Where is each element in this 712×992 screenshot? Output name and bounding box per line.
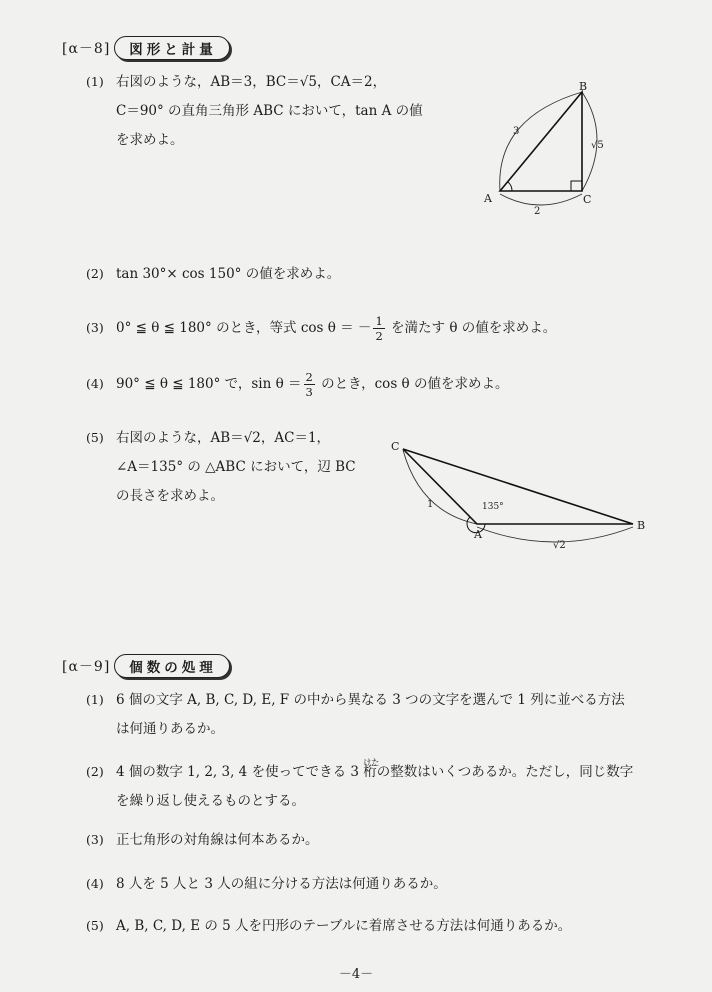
page-number: －4－: [338, 967, 374, 982]
section-9-title: 個数の処理: [114, 654, 230, 678]
kanji-with-furigana: 桁: [363, 764, 377, 780]
question-text-line: 右図のような，AB＝3，BC＝√5，CA＝2，: [116, 74, 387, 90]
question-text: 4 個の数字 1, 2, 3, 4 を使ってできる 3: [116, 764, 364, 780]
right-triangle-figure: [470, 78, 620, 218]
question-text-line: 正七角形の対角線は何本あるか。: [116, 832, 319, 848]
question-text: を満たす θ の値を求めよ。: [386, 320, 557, 336]
side-label-ac: 1: [427, 499, 434, 510]
angle-label: 135°: [482, 502, 504, 512]
side-label-ab: √2: [553, 540, 566, 551]
fraction: $\frac{2}{3}$: [305, 370, 313, 399]
question-text-line: を繰り返し使えるものとする。: [116, 793, 305, 809]
question-text: の整数はいくつあるか。ただし，同じ数字: [376, 764, 634, 780]
side-label-ca: 2: [534, 206, 541, 217]
side-label-ab: 3: [513, 126, 520, 137]
section-8-header: [62, 36, 230, 60]
question-number: (4): [86, 376, 104, 391]
question-text-line: ∠A＝135° の △ABC において，辺 BC: [116, 459, 356, 475]
vertex-label-a: A: [484, 192, 492, 205]
question-text: 0° ≦ θ ≦ 180° のとき，等式 cos θ ＝ －: [116, 320, 372, 336]
question-text-line: 6 個の文字 A, B, C, D, E, F の中から異なる 3 つの文字を選んで 1 列に並べる方法: [116, 692, 625, 708]
question-text: 90° ≦ θ ≦ 180° で，sin θ ＝: [116, 376, 302, 392]
question-text-line: tan 30°× cos 150° の値を求めよ。: [116, 266, 341, 282]
question-number: (5): [86, 918, 104, 933]
question-text-line: C＝90° の直角三角形 ABC において，tan A の値: [116, 103, 423, 119]
side-label-bc: √5: [591, 140, 604, 151]
angle-a-mark: [508, 182, 512, 191]
question-number: (5): [86, 430, 104, 445]
furigana: けた: [363, 758, 380, 767]
question-number: (3): [86, 832, 104, 847]
vertex-label-b: B: [579, 80, 588, 93]
question-text-line: A, B, C, D, E の 5 人を円形のテーブルに着席させる方法は何通りあるか。: [116, 918, 572, 934]
section-9-header: [62, 654, 230, 678]
arc-ca: [500, 194, 582, 205]
obtuse-triangle-figure: [385, 432, 655, 557]
vertex-label-c: C: [391, 440, 400, 453]
vertex-label-b: B: [637, 519, 646, 532]
section-9-number: [α－9]: [62, 659, 111, 675]
section-8-number: [α－8]: [62, 41, 111, 57]
question-number: (1): [86, 74, 104, 89]
question-text-line: を求めよ。: [116, 132, 184, 148]
question-text-line: 右図のような，AB＝√2，AC＝1，: [116, 430, 331, 446]
section-8-title: 図形と計量: [114, 36, 230, 60]
vertex-label-c: C: [583, 193, 592, 206]
vertex-label-a: A: [474, 528, 482, 541]
question-number: (1): [86, 692, 104, 707]
question-number: (4): [86, 876, 104, 891]
triangle-abc: [500, 92, 582, 191]
triangle-abc: [403, 449, 633, 524]
question-text-line: は何通りあるか。: [116, 721, 224, 737]
fraction: $\frac{1}{2}$: [375, 314, 383, 343]
right-angle-mark: [571, 181, 582, 191]
question-text-line: の長さを求めよ。: [116, 488, 224, 504]
question-text-line: 8 人を 5 人と 3 人の組に分ける方法は何通りあるか。: [116, 876, 447, 892]
question-number: (3): [86, 320, 104, 335]
question-text: のとき，cos θ の値を求めよ。: [316, 376, 509, 392]
question-number: (2): [86, 266, 104, 281]
question-number: (2): [86, 764, 104, 779]
